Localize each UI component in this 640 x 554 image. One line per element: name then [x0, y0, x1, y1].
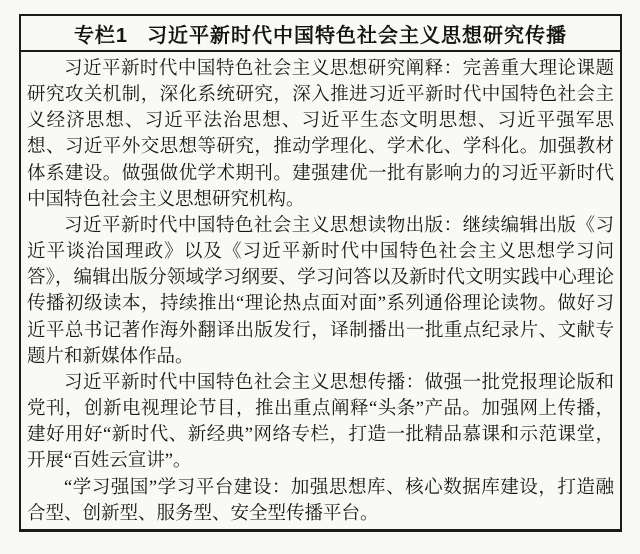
- special-column-box: [19, 14, 622, 532]
- panel-title: [21, 16, 620, 52]
- paragraph-readings-publication: 习近平新时代中国特色社会主义思想读物出版：继续编辑出版《习近平谈治国理政》以及《习近平新时代中国特色社会主义思想学习问答》，编辑出版分领域学习纲要、学习问答以及新时代文明实践中心理论传播初级读本，持续推出“理论热点面对面”系列通俗理论读物。做好习近平总书记著作海外翻译出版发行，译制播出一批重点纪录片、文献专题片和新媒体作品。: [27, 215, 614, 367]
- paragraph-dissemination: 习近平新时代中国特色社会主义思想传播：做强一批党报理论版和党刊，创新电视理论节目，推出重点阐释“头条”产品。加强网上传播，建好用好“新时代、新经典”网络专栏，打造一批精品慕课和示范课堂，开展“百姓云宣讲”。: [27, 372, 614, 472]
- panel-title-label: 专栏1: [73, 24, 129, 47]
- paragraph-xuexi-qiangguo-platform: “学习强国”学习平台建设：加强思想库、核心数据库建设，打造融合型、创新型、服务型、安全型传播平台。: [27, 477, 614, 524]
- panel-body: [21, 52, 620, 527]
- panel-title-text: 习近平新时代中国特色社会主义思想研究传播: [147, 24, 568, 47]
- paragraph-research-interpretation: 习近平新时代中国特色社会主义思想研究阐释：完善重大理论课题研究攻关机制，深化系统研究，深入推进习近平新时代中国特色社会主义经济思想、习近平法治思想、习近平生态文明思想、习近平强军思想、习近平外交思想等研究，推动学理化、学术化、学科化。加强教材体系建设。做强做优学术期刊。建强建优一批有影响力的习近平新时代中国特色社会主义思想研究机构。: [27, 59, 614, 210]
